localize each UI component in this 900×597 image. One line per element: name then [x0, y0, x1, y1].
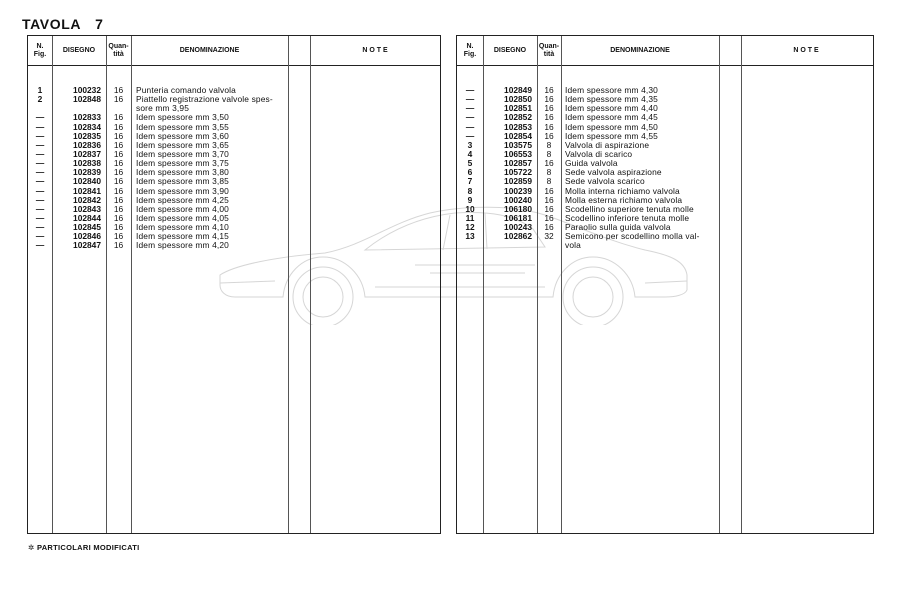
part-description: Idem spessore mm 3,55	[136, 121, 229, 132]
header-denominazione: DENOMINAZIONE	[610, 46, 670, 54]
part-number: 106553	[504, 148, 532, 159]
fig-number: —	[35, 240, 45, 251]
quantity: 16	[113, 158, 124, 169]
quantity: 8	[546, 148, 552, 159]
quantity: 16	[544, 94, 554, 105]
part-number: 102854	[504, 130, 532, 141]
table-row	[28, 95, 440, 104]
part-description: Idem spessore mm 3,75	[136, 158, 229, 169]
part-description: Molla interna richiamo valvola	[565, 185, 680, 196]
part-description: Idem spessore mm 4,30	[565, 85, 658, 95]
quantity: 16	[113, 222, 124, 233]
fig-number: 11	[465, 212, 475, 223]
part-description: Paraolio sulla guida valvola	[565, 222, 671, 233]
fig-number: 6	[467, 167, 473, 178]
fig-number: —	[35, 167, 45, 178]
quantity: 8	[546, 176, 552, 187]
quantity: 16	[113, 139, 124, 150]
quantity: 16	[544, 194, 554, 205]
quantity: 16	[113, 240, 124, 251]
left-rows	[28, 86, 440, 251]
quantity: 16	[113, 85, 124, 95]
part-description: Punteria comando valvola	[136, 85, 236, 95]
part-number: 102851	[504, 103, 532, 114]
part-number: 100243	[504, 222, 532, 233]
part-number: 102857	[504, 158, 532, 169]
part-description: Idem spessore mm 4,45	[565, 112, 658, 123]
header-note: N O T E	[362, 46, 388, 54]
quantity: 16	[544, 85, 554, 95]
part-number: 102862	[504, 231, 532, 242]
part-description: Piattello registrazione valvole spes-	[136, 94, 273, 105]
quantity: 16	[113, 130, 124, 141]
part-description: Idem spessore mm 3,70	[136, 148, 229, 159]
part-number: 102850	[504, 94, 532, 105]
fig-number: —	[35, 139, 45, 150]
quantity: 8	[546, 139, 552, 150]
part-number: 102845	[73, 222, 101, 233]
fig-number: 2	[37, 94, 43, 105]
part-description: vola	[565, 240, 581, 251]
fig-number: —	[35, 121, 45, 132]
fig-number: —	[465, 121, 475, 132]
part-number: 102852	[504, 112, 532, 123]
header-denominazione: DENOMINAZIONE	[179, 46, 240, 54]
fig-number: —	[465, 94, 475, 105]
footnote-modified-parts: ✲ PARTICOLARI MODIFICATI	[28, 543, 140, 552]
quantity: 16	[113, 212, 124, 223]
part-number: 102842	[73, 194, 101, 205]
header-note: N O T E	[793, 46, 819, 54]
quantity: 16	[544, 185, 554, 196]
part-description: Idem spessore mm 4,40	[565, 103, 658, 114]
part-description: Idem spessore mm 4,05	[136, 212, 229, 223]
quantity: 16	[544, 112, 554, 123]
fig-number: —	[465, 103, 475, 114]
quantity: 16	[113, 148, 124, 159]
fig-number: —	[35, 194, 45, 205]
quantity: 16	[544, 203, 554, 214]
part-description: Sede valvola scarico	[565, 176, 645, 187]
part-number: 102843	[73, 203, 101, 214]
part-number: 100232	[73, 85, 101, 95]
part-description: Idem spessore mm 4,25	[136, 194, 229, 205]
fig-number: —	[35, 176, 45, 187]
part-description: sore mm 3,95	[136, 103, 189, 114]
part-number: 100239	[504, 185, 532, 196]
fig-number: 7	[467, 176, 473, 187]
quantity: 16	[113, 167, 124, 178]
part-number: 102841	[73, 185, 101, 196]
part-number: 102834	[73, 121, 101, 132]
part-description: Idem spessore mm 3,80	[136, 167, 229, 178]
part-description: Idem spessore mm 3,85	[136, 176, 229, 187]
part-description: Sede valvola aspirazione	[565, 167, 662, 178]
part-number: 100240	[504, 194, 532, 205]
part-description: Guida valvola	[565, 158, 618, 169]
quantity: 16	[544, 103, 554, 114]
header-fig: N. Fig.	[33, 42, 47, 58]
fig-number: —	[35, 203, 45, 214]
quantity: 16	[113, 112, 124, 123]
page-title	[22, 16, 103, 32]
header-disegno: DISEGNO	[62, 46, 96, 54]
header-fig: N. Fig.	[463, 42, 477, 58]
fig-number: —	[465, 112, 475, 123]
quantity: 16	[544, 158, 554, 169]
fig-number: —	[35, 212, 45, 223]
header-quantita: Quan- tità	[538, 42, 560, 58]
quantity: 32	[544, 231, 554, 242]
part-number: 106180	[504, 203, 532, 214]
fig-number: 12	[465, 222, 475, 233]
header-quantita: Quan- tità	[108, 42, 129, 58]
quantity: 16	[113, 121, 124, 132]
fig-number: 5	[467, 158, 473, 169]
fig-number: —	[465, 130, 475, 141]
right-rows	[457, 86, 873, 251]
part-description: Idem spessore mm 3,50	[136, 112, 229, 123]
part-description: Scodellino superiore tenuta molle	[565, 203, 694, 214]
quantity: 16	[113, 176, 124, 187]
part-description: Idem spessore mm 4,10	[136, 222, 229, 233]
title-number: 7	[95, 16, 104, 32]
part-number: 103575	[504, 139, 532, 150]
part-number: 106181	[504, 212, 532, 223]
header-disegno: DISEGNO	[493, 46, 527, 54]
part-description: Molla esterna richiamo valvola	[565, 194, 683, 205]
part-number: 102853	[504, 121, 532, 132]
table-row	[457, 232, 873, 241]
part-number: 102838	[73, 158, 101, 169]
quantity: 16	[544, 121, 554, 132]
quantity: 16	[544, 130, 554, 141]
part-description: Idem spessore mm 4,20	[136, 240, 229, 251]
part-number: 102840	[73, 176, 101, 187]
part-number: 102844	[73, 212, 101, 223]
part-number: 102835	[73, 130, 101, 141]
fig-number: 3	[467, 139, 473, 150]
part-number: 102833	[73, 112, 101, 123]
quantity: 16	[113, 94, 124, 105]
quantity: 16	[544, 212, 554, 223]
quantity: 16	[544, 222, 554, 233]
part-description: Scodellino inferiore tenuta molle	[565, 212, 690, 223]
part-description: Idem spessore mm 4,55	[565, 130, 658, 141]
part-description: Valvola di aspirazione	[565, 139, 650, 150]
part-description: Idem spessore mm 4,50	[565, 121, 658, 132]
table-row	[457, 241, 873, 250]
quantity: 16	[113, 231, 124, 242]
parts-table-left	[27, 35, 441, 534]
part-description: Semicono per scodellino molla val-	[565, 231, 700, 242]
fig-number: —	[35, 112, 45, 123]
fig-number: —	[35, 222, 45, 233]
fig-number: 10	[465, 203, 475, 214]
part-description: Idem spessore mm 3,60	[136, 130, 229, 141]
fig-number: 13	[465, 231, 475, 242]
part-description: Idem spessore mm 3,65	[136, 139, 229, 150]
fig-number: —	[35, 231, 45, 242]
quantity: 8	[546, 167, 552, 178]
fig-number: 8	[467, 185, 473, 196]
title-word: TAVOLA	[22, 16, 82, 32]
part-number: 102836	[73, 139, 101, 150]
part-description: Idem spessore mm 4,00	[136, 203, 229, 214]
part-number: 105722	[504, 167, 532, 178]
part-number: 102849	[504, 85, 532, 95]
fig-number: —	[35, 185, 45, 196]
fig-number: —	[35, 148, 45, 159]
fig-number: —	[35, 130, 45, 141]
fig-number: —	[35, 158, 45, 169]
fig-number: 9	[467, 194, 473, 205]
part-number: 102848	[73, 94, 101, 105]
part-description: Idem spessore mm 3,90	[136, 185, 229, 196]
parts-table-right	[456, 35, 874, 534]
part-number: 102846	[73, 231, 101, 242]
table-row	[28, 241, 440, 250]
part-number: 102859	[504, 176, 532, 187]
quantity: 16	[113, 194, 124, 205]
fig-number: —	[465, 85, 475, 95]
fig-number: 1	[37, 85, 43, 95]
part-description: Idem spessore mm 4,15	[136, 231, 229, 242]
part-number: 102847	[73, 240, 101, 251]
part-number: 102839	[73, 167, 101, 178]
quantity: 16	[113, 185, 124, 196]
part-number: 102837	[73, 148, 101, 159]
fig-number: 4	[467, 148, 473, 159]
part-description: Idem spessore mm 4,35	[565, 94, 658, 105]
quantity: 16	[113, 203, 124, 214]
part-description: Valvola di scarico	[565, 148, 633, 159]
